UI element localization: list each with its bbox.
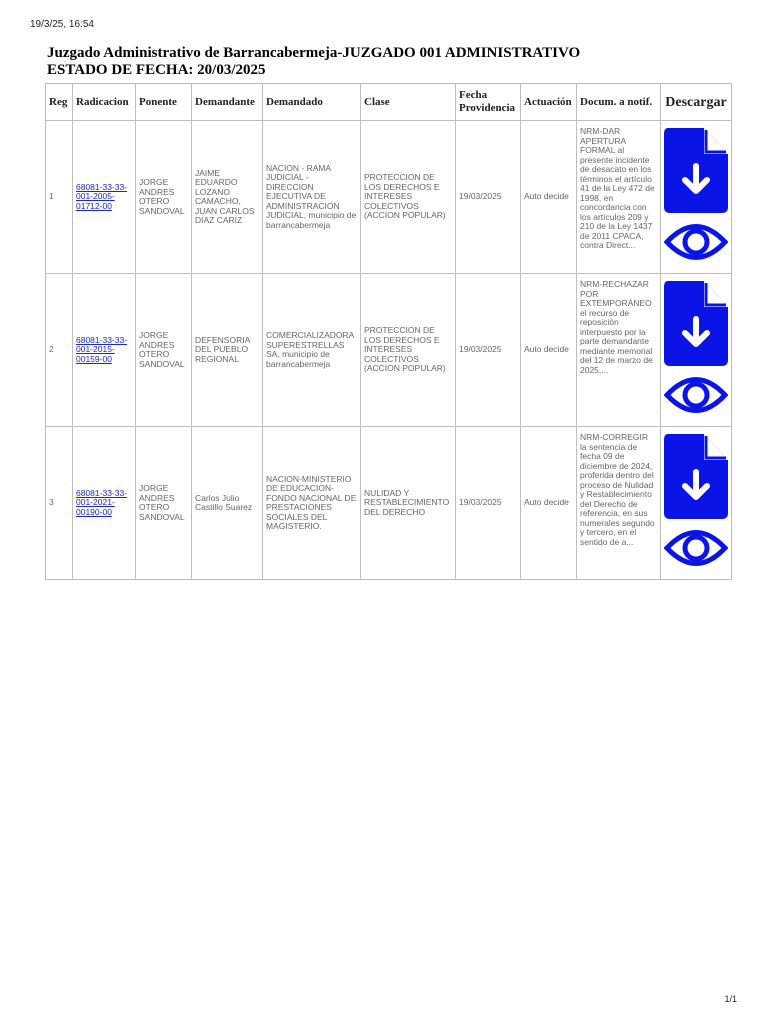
cell-radicacion [73, 121, 136, 274]
header-docum-notif: Docum. a notif. [577, 84, 661, 121]
header-fecha-providencia: Fecha Providencia [456, 84, 521, 121]
cell-docum-notif [577, 427, 661, 580]
header-clase: Clase [361, 84, 456, 121]
cell-demandado [263, 274, 361, 427]
cell-actuacion: Auto decide [521, 274, 577, 427]
table-row [46, 274, 732, 427]
table-header-row [46, 84, 732, 121]
cell-descargar [661, 427, 732, 580]
cell-demandante: Carlos Julio Castillo Suarez [192, 427, 263, 580]
header-actuacion: Actuación [521, 84, 577, 121]
table-row [46, 427, 732, 580]
cell-fecha: 19/03/2025 [456, 274, 521, 427]
estado-table [45, 83, 732, 580]
eye-icon[interactable] [664, 523, 728, 573]
cell-ponente: JORGE ANDRES OTERO SANDOVAL [136, 427, 192, 580]
demandado-sub: municipio de barrancabermeja [266, 210, 357, 230]
radicacion-link[interactable]: 68081-33-33-001-2005-01712-00 [76, 181, 128, 211]
cell-radicacion [73, 427, 136, 580]
header-ponente: Ponente [136, 84, 192, 121]
cell-reg: 3 [46, 427, 73, 580]
demandado-main: NACION-MINISTERIO DE EDUCACION-FONDO NACIONAL DE PRESTACIONES SOCIALES DEL MAGISTERIO. [266, 473, 357, 531]
cell-fecha: 19/03/2025 [456, 121, 521, 274]
file-download-icon[interactable] [664, 434, 728, 519]
cell-ponente: JORGE ANDRES OTERO SANDOVAL [136, 121, 192, 274]
cell-actuacion: Auto decide [521, 121, 577, 274]
print-timestamp: 19/3/25, 16:54 [30, 19, 94, 30]
page-title [47, 45, 747, 79]
header-descargar: Descargar [661, 84, 732, 121]
demandado-main: NACION - RAMA JUDICIAL - DIRECCION EJECUTIVA DE ADMINISTRACION JUDICIAL, [266, 162, 340, 221]
eye-icon[interactable] [664, 370, 728, 420]
cell-actuacion: Auto decide [521, 427, 577, 580]
cell-clase: NULIDAD Y RESTABLECIMIENTO DEL DERECHO [361, 427, 456, 580]
estado-date: ESTADO DE FECHA: 20/03/2025 [47, 62, 266, 78]
court-name: Juzgado Administrativo de Barrancabermeja-JUZGADO 001 ADMINISTRATIVO [47, 45, 581, 61]
cell-reg: 2 [46, 274, 73, 427]
radicacion-link[interactable]: 68081-33-33-001-2021-00190-00 [76, 487, 128, 517]
demandado-sub: municipio de barrancabermeja [266, 349, 331, 369]
table-row [46, 121, 732, 274]
docum-notif-head: NRM-RECHAZAR POR EXTEMPORÁNEO [580, 279, 652, 308]
header-demandante: Demandante [192, 84, 263, 121]
cell-clase: PROTECCION DE LOS DERECHOS E INTERESES COLECTIVOS (ACCION POPULAR) [361, 274, 456, 427]
radicacion-link[interactable]: 68081-33-33-001-2015-00159-00 [76, 334, 128, 364]
header-radicacion: Radicacion [73, 84, 136, 121]
cell-demandante: DEFENSORIA DEL PUEBLO REGIONAL [192, 274, 263, 427]
cell-radicacion [73, 274, 136, 427]
cell-docum-notif [577, 274, 661, 427]
cell-demandado [263, 427, 361, 580]
cell-clase: PROTECCION DE LOS DERECHOS E INTERESES COLECTIVOS (ACCION POPULAR) [361, 121, 456, 274]
demandado-main: COMERCIALIZADORA SUPERESTRELLAS SA, [266, 330, 354, 359]
docum-notif-body: la sentencia de fecha 09 de diciembre de 2024, proferida dentro del proceso de Nulidad y Restablecimiento del Derecho de referencia, en sus numerales segundo y tercero, en el sentido de a... [580, 441, 655, 547]
file-download-icon[interactable] [664, 128, 728, 213]
cell-demandado [263, 121, 361, 274]
cell-descargar [661, 121, 732, 274]
page-number: 1/1 [724, 994, 737, 1004]
cell-reg: 1 [46, 121, 73, 274]
docum-notif-head: NRM-DAR APERTURA FORMAL al [580, 126, 626, 155]
file-download-icon[interactable] [664, 281, 728, 366]
cell-demandante: JAIME EDUARDO LOZANO CAMACHO, JUAN CARLOS DIAZ CARIZ [192, 121, 263, 274]
docum-notif-body: el recurso de reposición interpuesto por la parte demandante mediante memorial del 12 de marzo de 2025,... [580, 307, 653, 375]
docum-notif-body: presente incidente de desacato en los términos el artículo 41 de la Ley 472 de 1998, en concordancia con los artículos 209 y 210 de la Ley 1437 de 2011 CPACA, contra Direct... [580, 154, 655, 250]
cell-fecha: 19/03/2025 [456, 427, 521, 580]
header-demandado: Demandado [263, 84, 361, 121]
cell-docum-notif [577, 121, 661, 274]
cell-ponente: JORGE ANDRES OTERO SANDOVAL [136, 274, 192, 427]
header-reg: Reg [46, 84, 73, 121]
eye-icon[interactable] [664, 217, 728, 267]
docum-notif-head: NRM-CORREGIR [580, 432, 648, 442]
cell-descargar [661, 274, 732, 427]
